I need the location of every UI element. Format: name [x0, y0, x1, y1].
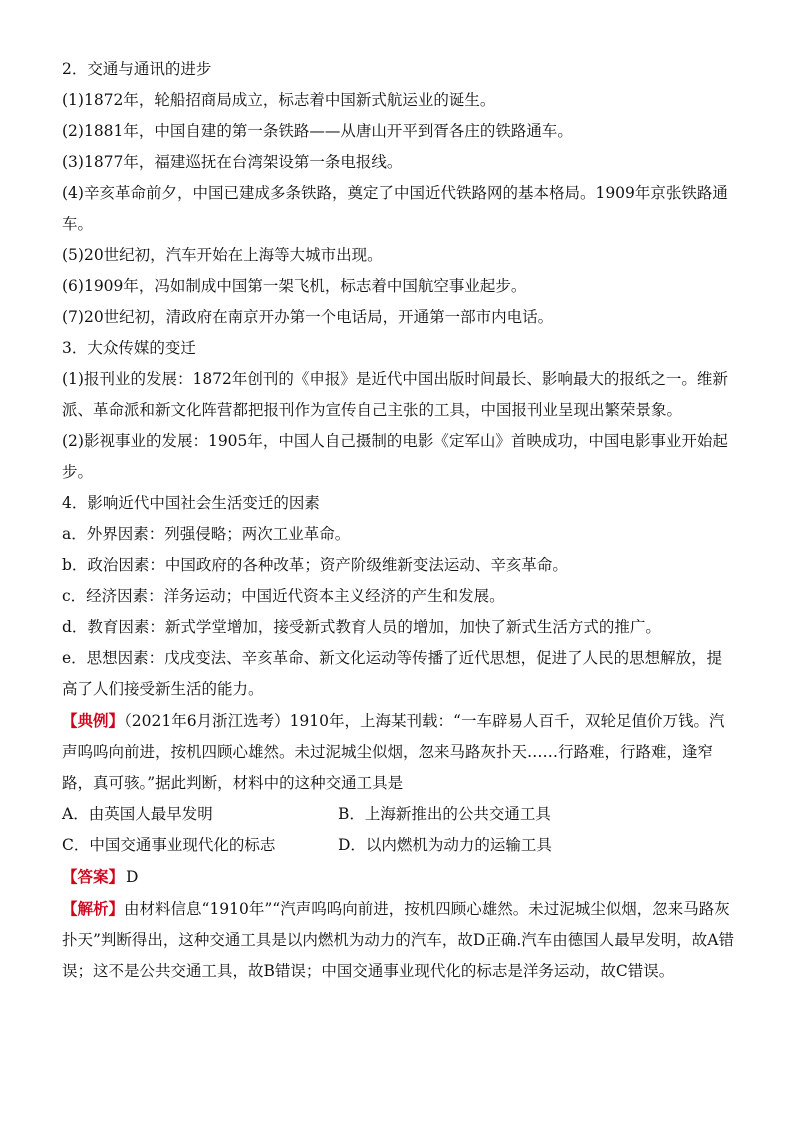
transport-item-1: (1)1872年，轮船招商局成立，标志着中国新式航运业的诞生。: [62, 91, 496, 109]
transport-item-2: (2)1881年，中国自建的第一条铁路——从唐山开平到胥各庄的铁路通车。: [62, 122, 573, 140]
options-row-1: [62, 799, 734, 830]
option-a: A．由英国人最早发明: [62, 805, 213, 823]
transport-item-5: (5)20世纪初，汽车开始在上海等大城市出现。: [62, 246, 383, 264]
answer-value: D: [126, 868, 139, 886]
transport-item-3: (3)1877年，福建巡抚在台湾架设第一条电报线。: [62, 153, 403, 171]
factor-item-d: d．教育因素：新式学堂增加，接受新式教育人员的增加，加快了新式生活方式的推广。: [62, 618, 661, 636]
options-row-2: [62, 830, 734, 861]
media-item-2: (2)影视事业的发展：1905年，中国人自己摄制的电影《定军山》首映成功，中国电影事业开始起步。: [62, 432, 728, 481]
transport-item-4: (4)辛亥革命前夕，中国已建成多条铁路，奠定了中国近代铁路网的基本格局。1909年京张铁路通车。: [62, 184, 728, 233]
transport-item-7: (7)20世纪初，清政府在南京开办第一个电话局，开通第一部市内电话。: [62, 308, 554, 326]
option-c: C．中国交通事业现代化的标志: [62, 836, 276, 854]
answer-line: [62, 861, 734, 893]
factor-item-b: b．政治因素：中国政府的各种改革；资产阶级维新变法运动、辛亥革命。: [62, 556, 568, 574]
factor-item-c: c．经济因素：洋务运动；中国近代资本主义经济的产生和发展。: [62, 587, 505, 605]
option-b: B．上海新推出的公共交通工具: [338, 805, 551, 823]
media-item-1: (1)报刊业的发展：1872年创刊的《申报》是近代中国出版时间最长、影响最大的报纸之一。维新派、革命派和新文化阵营都把报刊作为宣传自己主张的工具，中国报刊业呈现出繁荣景象。: [62, 370, 728, 419]
option-d: D．以内燃机为动力的运输工具: [338, 836, 552, 854]
answer-tag: 【答案】: [62, 867, 125, 886]
analysis-tag: 【解析】: [62, 899, 125, 918]
section-heading-media: 3．大众传媒的变迁: [62, 339, 196, 357]
analysis-paragraph: [62, 893, 734, 987]
document-page: [62, 54, 734, 987]
example-tag: 【典例】: [62, 711, 125, 730]
analysis-text: 由材料信息“1910年”“汽声呜呜向前进，按机四顾心雄然。未过泥城尘似烟，忽来马路灰扑天”判断得出，这种交通工具是以内燃机为动力的汽车，故D正确.汽车由德国人最早发明，故A错误；这不是公共交通工具，故B错误；中国交通事业现代化的标志是洋务运动，故C错误。: [62, 900, 734, 980]
factor-item-e: e．思想因素：戊戌变法、辛亥革命、新文化运动等传播了近代思想，促进了人民的思想解放，提高了人们接受新生活的能力。: [62, 649, 723, 698]
example-text: （2021年6月浙江选考）1910年，上海某刊载：“一车辟易人百千，双轮足值价万钱。汽声呜呜向前进，按机四顾心雄然。未过泥城尘似烟，忽来马路灰扑天……行路难，行路难，逢窄路，真可骇。”据此判断，材料中的这种交通工具是: [62, 712, 725, 792]
example-question: [62, 705, 734, 799]
section-heading-transport: 2．交通与通讯的进步: [62, 60, 212, 78]
factor-item-a: a．外界因素：列强侵略；两次工业革命。: [62, 525, 351, 543]
transport-item-6: (6)1909年，冯如制成中国第一架飞机，标志着中国航空事业起步。: [62, 277, 527, 295]
section-heading-factors: 4．影响近代中国社会生活变迁的因素: [62, 494, 320, 512]
